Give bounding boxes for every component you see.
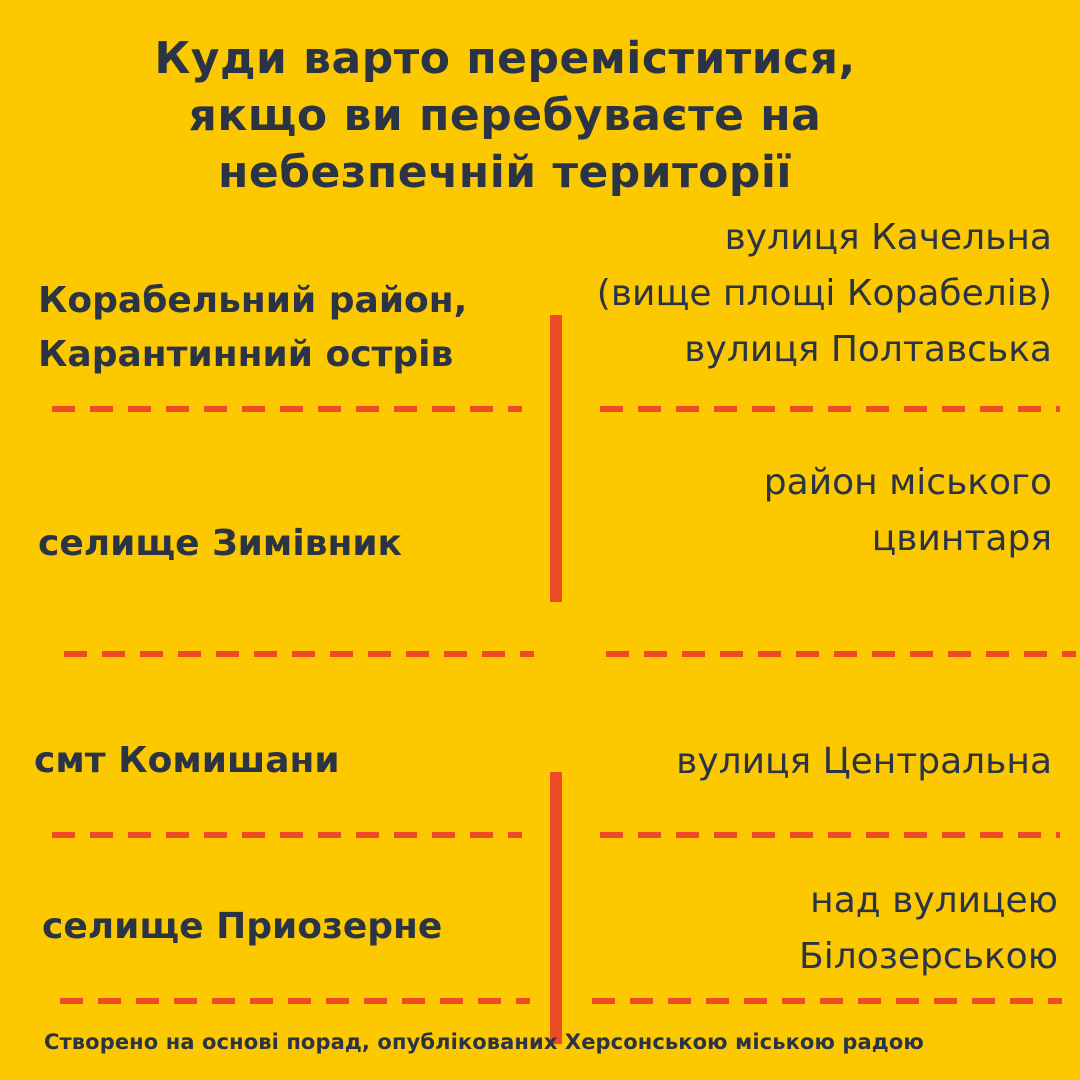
row-1-left-line-2: Карантинний острів	[38, 334, 454, 375]
row-4-left	[42, 900, 442, 954]
row-2-right-line-1: район міського	[763, 462, 1052, 503]
row-2-left-line-1: селище Зимівник	[38, 523, 402, 564]
page-title	[80, 30, 930, 201]
row-2-right	[764, 455, 1052, 567]
dashed-separator-4-left	[60, 998, 530, 1004]
dashed-separator-1-left	[52, 406, 522, 412]
title-line-1: Куди варто переміститися,	[154, 33, 856, 84]
dashed-separator-3-left	[52, 832, 522, 838]
row-1-left	[38, 274, 467, 382]
row-2-left	[38, 517, 402, 571]
dashed-separator-2-left	[64, 651, 534, 657]
footer-source-note: Створено на основі порад, опублікованих Херсонською міською радою	[44, 1030, 924, 1054]
row-1-right-line-3: вулиця Полтавська	[684, 329, 1052, 370]
vertical-divider-top	[550, 315, 562, 602]
vertical-divider-bottom	[550, 772, 562, 1044]
dashed-separator-1-right	[600, 406, 1060, 412]
title-line-3: небезпечній території	[217, 147, 792, 198]
row-4-right-line-1: над вулицею	[810, 880, 1058, 921]
row-4-left-line-1: селище Приозерне	[42, 906, 443, 947]
row-4-right-line-2: Білозерською	[799, 936, 1058, 977]
row-3-right	[676, 734, 1052, 790]
row-3-left	[34, 734, 340, 788]
dashed-separator-2-right	[606, 651, 1076, 657]
row-4-right	[799, 873, 1058, 985]
row-3-left-line-1: смт Комишани	[34, 740, 340, 781]
row-3-right-line-1: вулиця Центральна	[676, 741, 1052, 782]
row-2-right-line-2: цвинтаря	[871, 518, 1052, 559]
row-1-left-line-1: Корабельний район,	[38, 280, 468, 321]
row-1-right	[597, 210, 1052, 378]
dashed-separator-4-right	[592, 998, 1062, 1004]
title-line-2: якщо ви перебуваєте на	[188, 90, 822, 141]
dashed-separator-3-right	[600, 832, 1060, 838]
row-1-right-line-1: вулиця Качельна	[724, 217, 1052, 258]
row-1-right-line-2: (вище площі Корабелів)	[596, 273, 1052, 314]
